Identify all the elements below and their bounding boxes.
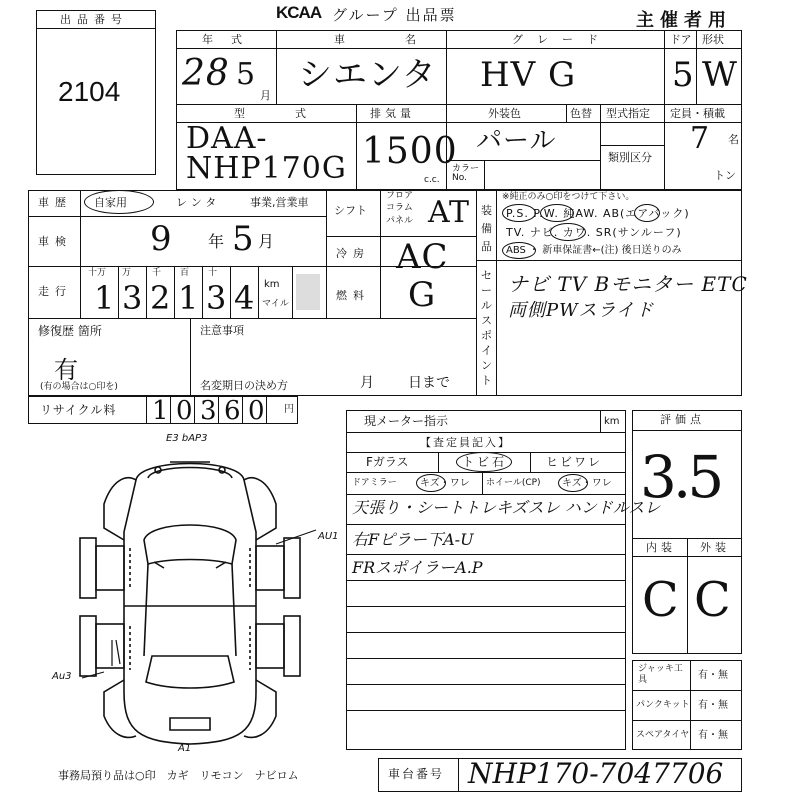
lot-number-label: 出品番号 (60, 13, 128, 26)
car-diagram (60, 440, 320, 760)
comment-line1: 天張り・シートトレキズスレ ハンドルスレ (352, 498, 661, 517)
logo: KCAA (276, 3, 322, 22)
sales-line2: 両側PWスライド (508, 300, 655, 321)
fuel-value: G (408, 275, 437, 315)
equipment-line1: P.S. P.W. 純AW. AB(エアバック) (506, 207, 690, 220)
mileage-digit: 1 (94, 279, 116, 317)
shift-value: AT (428, 195, 471, 230)
form-title: グループ 出品票 (332, 6, 457, 24)
history-private: 自家用 (94, 196, 127, 209)
color-value: パール (476, 126, 557, 156)
diagram-left-note: Au3 (52, 671, 72, 682)
score-value: 3.5 (640, 443, 721, 511)
inspection-year: 9 (150, 219, 173, 259)
repair-value: 有 (54, 356, 78, 384)
sales-point-label: セールスポイント (481, 269, 492, 387)
inspection-month: 5 (232, 219, 255, 259)
shape-value: W (702, 55, 738, 95)
comment-line2: 右Fピラー下A-U (352, 530, 474, 549)
chassis-number: NHP170-7047706 (468, 757, 724, 790)
equipment-label: 装備品 (481, 204, 492, 253)
capacity-value: 7 (690, 121, 711, 156)
equipment-line2: TV. ナビ. カワ. SR(サンルーフ) (506, 226, 682, 239)
mileage-digit: 4 (234, 279, 256, 317)
car-name-value: シエンタ (298, 55, 437, 95)
grade-value: HV G (480, 55, 577, 95)
lot-number: 2104 (58, 76, 121, 107)
interior-score: C (642, 572, 680, 628)
year-value: 28 (182, 53, 230, 94)
mileage-digit: 3 (206, 279, 228, 317)
ac-value: AC (396, 237, 449, 277)
mileage-digit: 3 (122, 279, 144, 317)
diagram-right-note: AU1 (318, 531, 339, 542)
equipment-line3: ABS ・ 新車保証書←(注) 後日送りのみ (506, 245, 682, 256)
organizer-label: 主催者用 (636, 10, 732, 31)
door-value: 5 (672, 55, 695, 95)
month-value: 5 (236, 57, 257, 92)
mileage-digit: 1 (178, 279, 200, 317)
exterior-score: C (694, 572, 732, 628)
mileage-digit: 2 (150, 279, 172, 317)
model-line1: DAA- (186, 121, 268, 156)
sales-line1: ナビ TV Bモニター ETC (508, 272, 748, 296)
diagram-top-note: E3 bAP3 (166, 433, 208, 444)
displacement-value: 1500 (362, 131, 458, 172)
comment-line3: FRスポイラーA.P (352, 558, 483, 577)
diagram-bottom-note: A1 (178, 743, 192, 754)
footer-note: 事務局預り品は○印 カギ リモコン ナビロム (58, 769, 299, 782)
model-line2: NHP170G (186, 151, 347, 186)
